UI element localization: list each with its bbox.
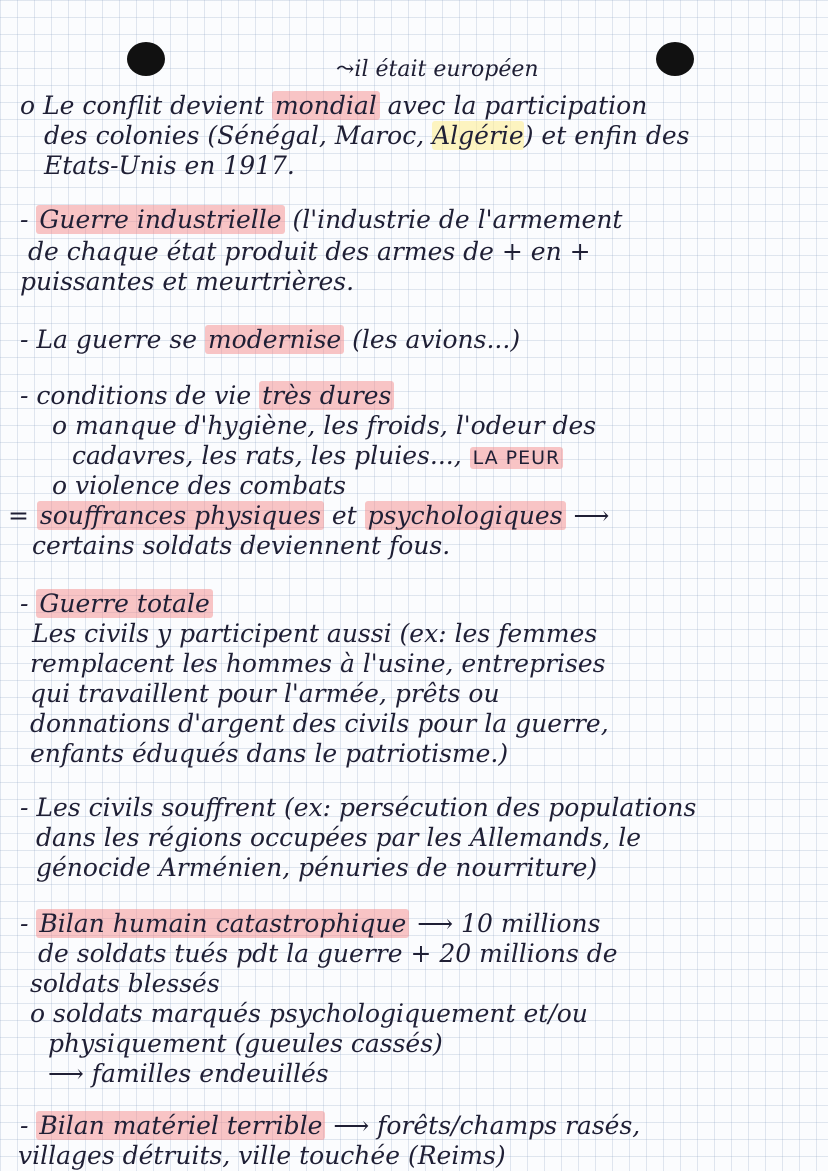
s2-line1 [20, 206, 622, 233]
s7-line4: o soldats marqués psychologiquement et/ou [30, 999, 588, 1028]
text: - conditions de vie [20, 381, 260, 410]
s5-line1 [20, 590, 213, 617]
text: (les avions...) [344, 325, 521, 354]
s8-line1 [20, 1112, 640, 1139]
text: - [20, 1111, 37, 1140]
s6-line1: - Les civils souffrent (ex: persécution des populations [20, 793, 697, 822]
highlight-mondial: mondial [272, 91, 380, 120]
text: - [20, 205, 37, 234]
s2-line2: de chaque état produit des armes de + en + [28, 237, 591, 266]
text: ⟶ 10 millions [409, 909, 601, 938]
text: = [8, 501, 37, 530]
text: o Le conflit devient [20, 91, 272, 120]
binder-hole-left [127, 42, 165, 76]
s5-line4: qui travaillent pour l'armée, prêts ou [30, 679, 500, 708]
arrow-icon: ⟶ [565, 501, 610, 530]
s8-line2: villages détruits, ville touchée (Reims) [18, 1141, 506, 1170]
text: cadavres, les rats, les pluies..., [72, 441, 470, 470]
s7-line6: ⟶ familles endeuillés [48, 1059, 329, 1088]
highlight-bilan-humain: Bilan humain catastrophique [36, 909, 409, 938]
s7-line2: de soldats tués pdt la guerre + 20 millions de [38, 939, 618, 968]
text: et [323, 501, 365, 530]
text: - La guerre se [20, 325, 205, 354]
highlight-la-peur: LA PEUR [470, 447, 564, 469]
s4-line1 [20, 382, 394, 409]
s7-line1 [20, 910, 601, 937]
s5-line2: Les civils y participent aussi (ex: les femmes [32, 619, 598, 648]
text: des colonies (Sénégal, Maroc, [44, 121, 433, 150]
s1-line2 [44, 122, 689, 149]
s4-line4: o violence des combats [52, 471, 346, 500]
text: - [20, 909, 37, 938]
highlight-psychologiques: psychologiques [365, 501, 566, 530]
highlight-souffrances-physiques: souffrances physiques [37, 501, 324, 530]
text: ⟶ forêts/champs rasés, [325, 1111, 641, 1140]
s6-line3: génocide Arménien, pénuries de nourriture) [36, 853, 598, 882]
s1-line3: Etats-Unis en 1917. [44, 151, 295, 180]
s5-line6: enfants éduqués dans le patriotisme.) [30, 739, 509, 768]
highlight-tres-dures: très dures [259, 381, 394, 410]
s4-line2: o manque d'hygiène, les froids, l'odeur des [52, 411, 597, 440]
s4-line3 [72, 442, 563, 472]
s5-line5: donnations d'argent des civils pour la guerre, [30, 709, 609, 738]
s6-line2: dans les régions occupées par les Allemands, le [36, 823, 641, 852]
text: ) et enfin des [523, 121, 690, 150]
s2-line3: puissantes et meurtrières. [20, 267, 355, 296]
s4-line6: certains soldats deviennent fous. [32, 531, 451, 560]
s3-line1 [20, 326, 520, 353]
annotation-european: ⤳il était européen [336, 57, 539, 82]
s7-line5: physiquement (gueules cassés) [48, 1029, 443, 1058]
highlight-guerre-totale: Guerre totale [36, 589, 212, 618]
binder-hole-right [656, 42, 694, 76]
highlight-guerre-industrielle: Guerre industrielle [36, 205, 284, 234]
highlight-algerie: Algérie [432, 121, 524, 150]
text: (l'industrie de l'armement [284, 205, 623, 234]
text: - [20, 589, 37, 618]
text: avec la participation [379, 91, 648, 120]
s1-line1 [20, 92, 647, 119]
s7-line3: soldats blessés [30, 969, 220, 998]
highlight-bilan-materiel: Bilan matériel terrible [36, 1111, 325, 1140]
s5-line3: remplacent les hommes à l'usine, entreprises [30, 649, 606, 678]
s4-line5 [8, 502, 609, 529]
highlight-modernise: modernise [205, 325, 344, 354]
